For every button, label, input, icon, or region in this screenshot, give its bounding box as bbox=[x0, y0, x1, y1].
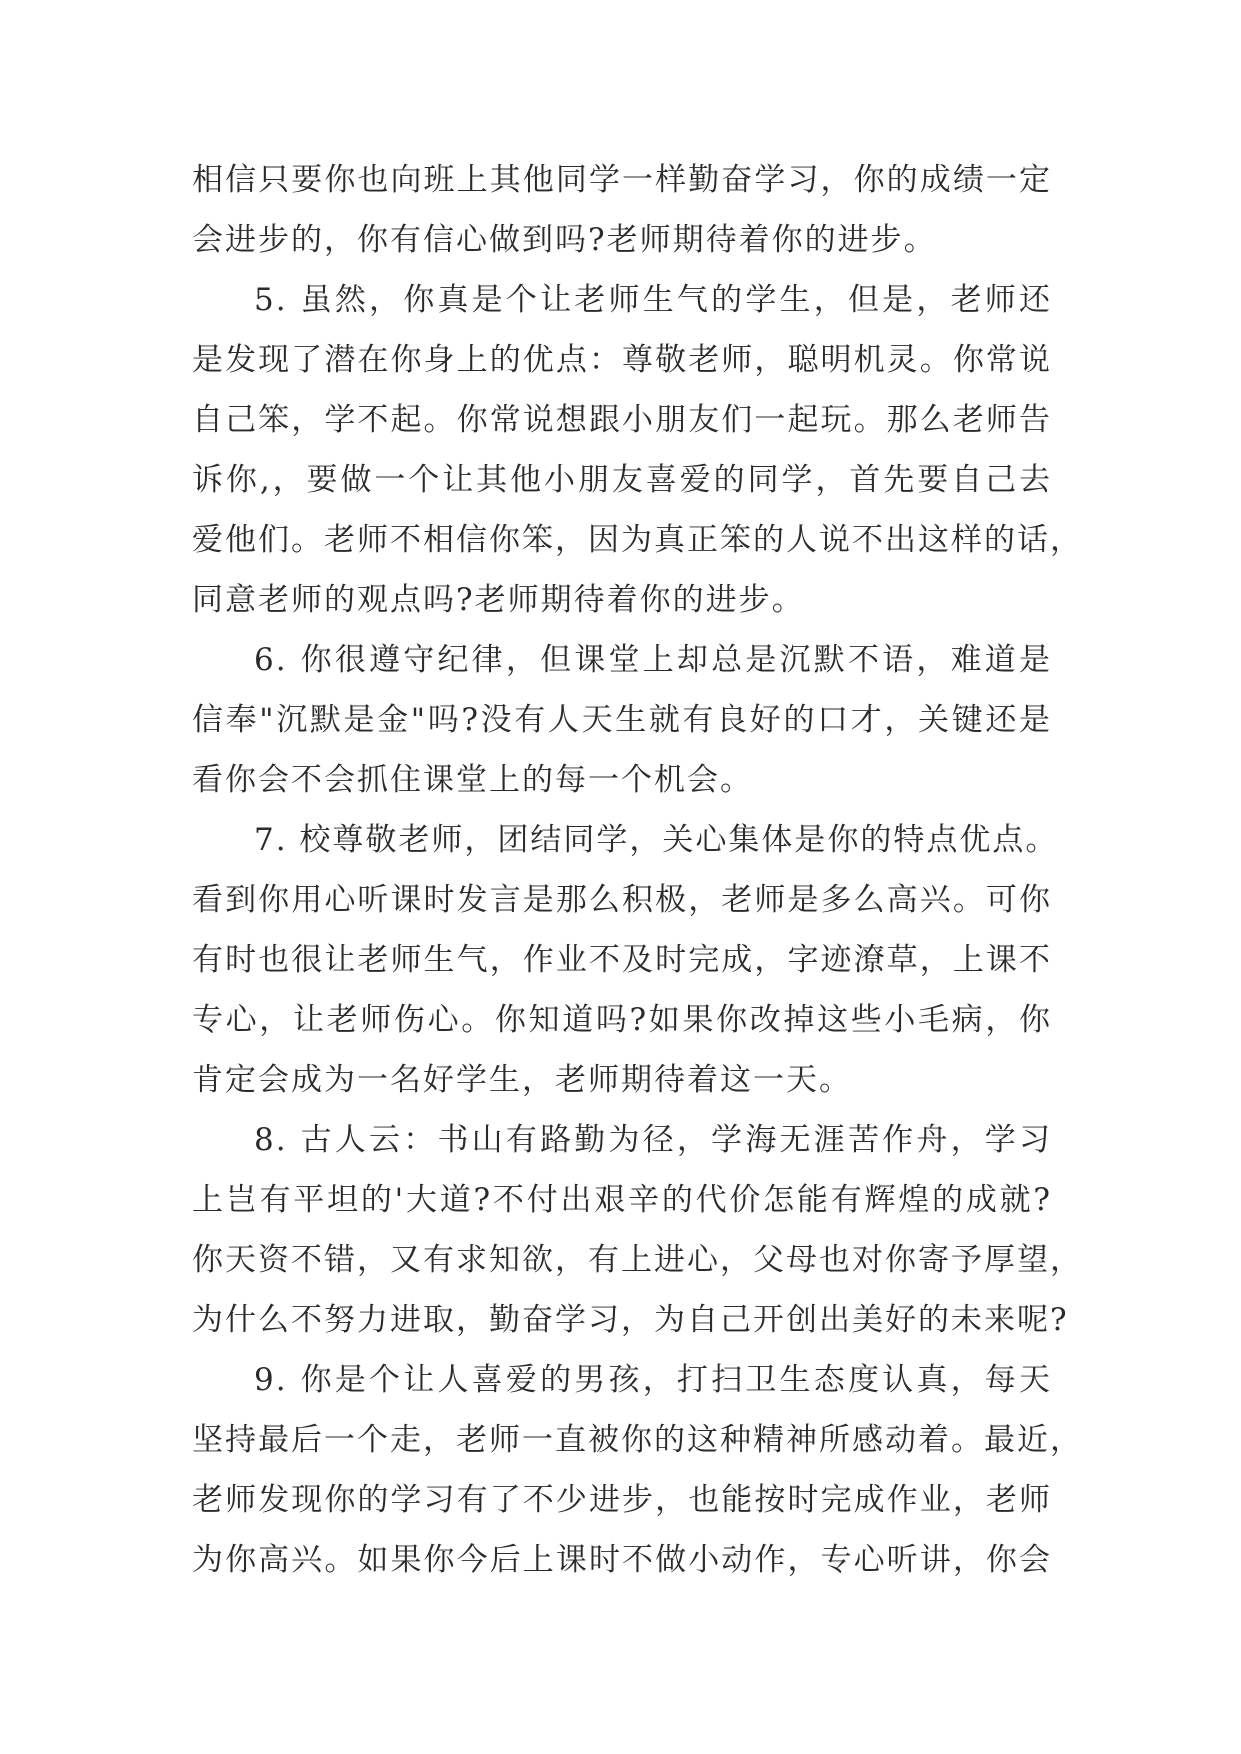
text-line: 相信只要你也向班上其他同学一样勤奋学习，你的成绩一定 bbox=[192, 162, 1052, 198]
text-line: 坚持最后一个走，老师一直被你的这种精神所感动着。最近， bbox=[192, 1422, 1083, 1458]
text-line: 为你高兴。如果你今后上课时不做小动作，专心听讲，你会 bbox=[192, 1542, 1052, 1578]
text-line: 诉你,，要做一个让其他小朋友喜爱的同学，首先要自己去 bbox=[192, 462, 1052, 498]
text-line: 6. 你很遵守纪律，但课堂上却总是沉默不语，难道是 bbox=[254, 642, 1052, 678]
text-line: 有时也很让老师生气，作业不及时完成，字迹潦草，上课不 bbox=[192, 942, 1052, 978]
text-line: 是发现了潜在你身上的优点：尊敬老师，聪明机灵。你常说 bbox=[192, 342, 1052, 378]
text-line: 同意老师的观点吗?老师期待着你的进步。 bbox=[192, 582, 805, 618]
text-line: 会进步的，你有信心做到吗?老师期待着你的进步。 bbox=[192, 222, 937, 258]
text-line: 你天资不错，又有求知欲，有上进心，父母也对你寄予厚望， bbox=[192, 1242, 1083, 1278]
text-line: 上岂有平坦的'大道?不付出艰辛的代价怎能有辉煌的成就? bbox=[192, 1182, 1052, 1218]
text-line: 9. 你是个让人喜爱的男孩，打扫卫生态度认真，每天 bbox=[254, 1362, 1052, 1398]
text-line: 为什么不努力进取，勤奋学习，为自己开创出美好的未来呢? bbox=[192, 1302, 1069, 1338]
text-line: 爱他们。老师不相信你笨，因为真正笨的人说不出这样的话， bbox=[192, 522, 1083, 558]
text-line: 5. 虽然，你真是个让老师生气的学生，但是，老师还 bbox=[254, 282, 1052, 318]
text-line: 7. 校尊敬老师，团结同学，关心集体是你的特点优点。 bbox=[254, 822, 1059, 858]
text-line: 老师发现你的学习有了不少进步，也能按时完成作业，老师 bbox=[192, 1482, 1052, 1518]
text-line: 信奉"沉默是金"吗?没有人天生就有良好的口才，关键还是 bbox=[192, 702, 1052, 738]
text-line: 专心，让老师伤心。你知道吗?如果你改掉这些小毛病，你 bbox=[192, 1002, 1052, 1038]
text-line: 看你会不会抓住课堂上的每一个机会。 bbox=[192, 762, 753, 798]
text-line: 8. 古人云：书山有路勤为径，学海无涯苦作舟，学习 bbox=[254, 1122, 1052, 1158]
text-line: 看到你用心听课时发言是那么积极，老师是多么高兴。可你 bbox=[192, 882, 1052, 918]
text-line: 自己笨，学不起。你常说想跟小朋友们一起玩。那么老师告 bbox=[192, 402, 1052, 438]
document-body bbox=[192, 150, 1083, 1590]
text-line: 肯定会成为一名好学生，老师期待着这一天。 bbox=[192, 1062, 852, 1098]
